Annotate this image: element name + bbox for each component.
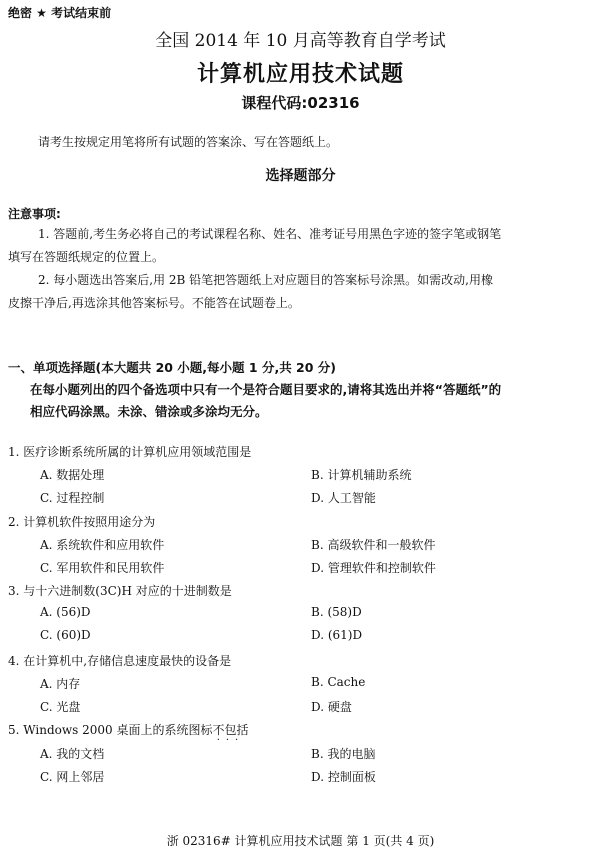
question-2-option-b: B. 高级软件和一般软件 (311, 538, 436, 552)
course-code: 课程代码:02316 (241, 94, 360, 112)
notice-item-2-line-2: 皮擦干净后,再选涂其他答案标号。不能答在试题卷上。 (8, 296, 300, 310)
part1-desc-line-1: 在每小题列出的四个备选项中只有一个是符合题目要求的,请将其选出并将“答题纸”的 (30, 382, 502, 397)
question-3-option-c: C. (60)D (40, 628, 91, 642)
question-5-option-b: B. 我的电脑 (311, 747, 376, 761)
page-footer: 浙 02316# 计算机应用技术试题 第 1 页(共 4 页) (166, 834, 435, 848)
part1-desc-line-2: 相应代码涂黑。未涂、错涂或多涂均无分。 (30, 404, 268, 419)
question-4-option-b: B. Cache (311, 675, 366, 689)
notice-title: 注意事项: (8, 207, 61, 221)
question-5-option-d: D. 控制面板 (311, 770, 376, 784)
emphasis-dots: ··· (216, 735, 245, 746)
question-5-stem-text: 5. Windows 2000 桌面上的系统图标 (8, 723, 213, 737)
instruction-text: 请考生按规定用笔将所有试题的答案涂、写在答题纸上。 (38, 135, 339, 149)
question-1-option-c: C. 过程控制 (40, 491, 105, 505)
question-3-stem: 3. 与十六进制数(3C)H 对应的十进制数是 (8, 584, 232, 598)
question-4-stem: 4. 在计算机中,存储信息速度最快的设备是 (8, 654, 232, 668)
notice-item-1-line-2: 填写在答题纸规定的位置上。 (8, 250, 165, 264)
question-1-stem: 1. 医疗诊断系统所属的计算机应用领域范围是 (8, 445, 252, 459)
exam-title: 全国 2014 年 10 月高等教育自学考试 (155, 31, 446, 51)
question-3-option-d: D. (61)D (311, 628, 363, 642)
question-5-option-a: A. 我的文档 (40, 747, 105, 761)
notice-item-2-line-1: 2. 每小题选出答案后,用 2B 铅笔把答题纸上对应题目的答案标号涂黑。如需改动,用橡 (38, 273, 493, 287)
question-4-option-d: D. 硬盘 (311, 700, 352, 714)
question-5-stem (8, 721, 249, 746)
question-4-option-c: C. 光盘 (40, 700, 81, 714)
question-1-option-a: A. 数据处理 (40, 468, 105, 482)
question-2-option-c: C. 军用软件和民用软件 (40, 561, 165, 575)
part1-title: 一、单项选择题(本大题共 20 小题,每小题 1 分,共 20 分) (8, 360, 337, 375)
question-4-option-a: A. 内存 (40, 677, 81, 691)
question-2-option-a: A. 系统软件和应用软件 (40, 538, 165, 552)
question-5-option-c: C. 网上邻居 (40, 770, 105, 784)
question-2-option-d: D. 管理软件和控制软件 (311, 561, 436, 575)
confidential-label: 绝密 ★ 考试结束前 (8, 6, 112, 20)
notice-item-1-line-1: 1. 答题前,考生务必将自己的考试课程名称、姓名、准考证号用黑色字迹的签字笔或钢笔 (38, 227, 502, 241)
question-3-option-b: B. (58)D (311, 605, 362, 619)
question-2-stem: 2. 计算机软件按照用途分为 (8, 515, 156, 529)
subject-title: 计算机应用技术试题 (196, 62, 404, 87)
question-3-option-a: A. (56)D (40, 605, 91, 619)
question-1-option-d: D. 人工智能 (311, 491, 376, 505)
question-1-option-b: B. 计算机辅助系统 (311, 468, 412, 482)
question-5-emphasis (212, 721, 249, 746)
question-5-emphasis-text: 不包括 (212, 723, 249, 737)
section-heading: 选择题部分 (265, 168, 336, 184)
